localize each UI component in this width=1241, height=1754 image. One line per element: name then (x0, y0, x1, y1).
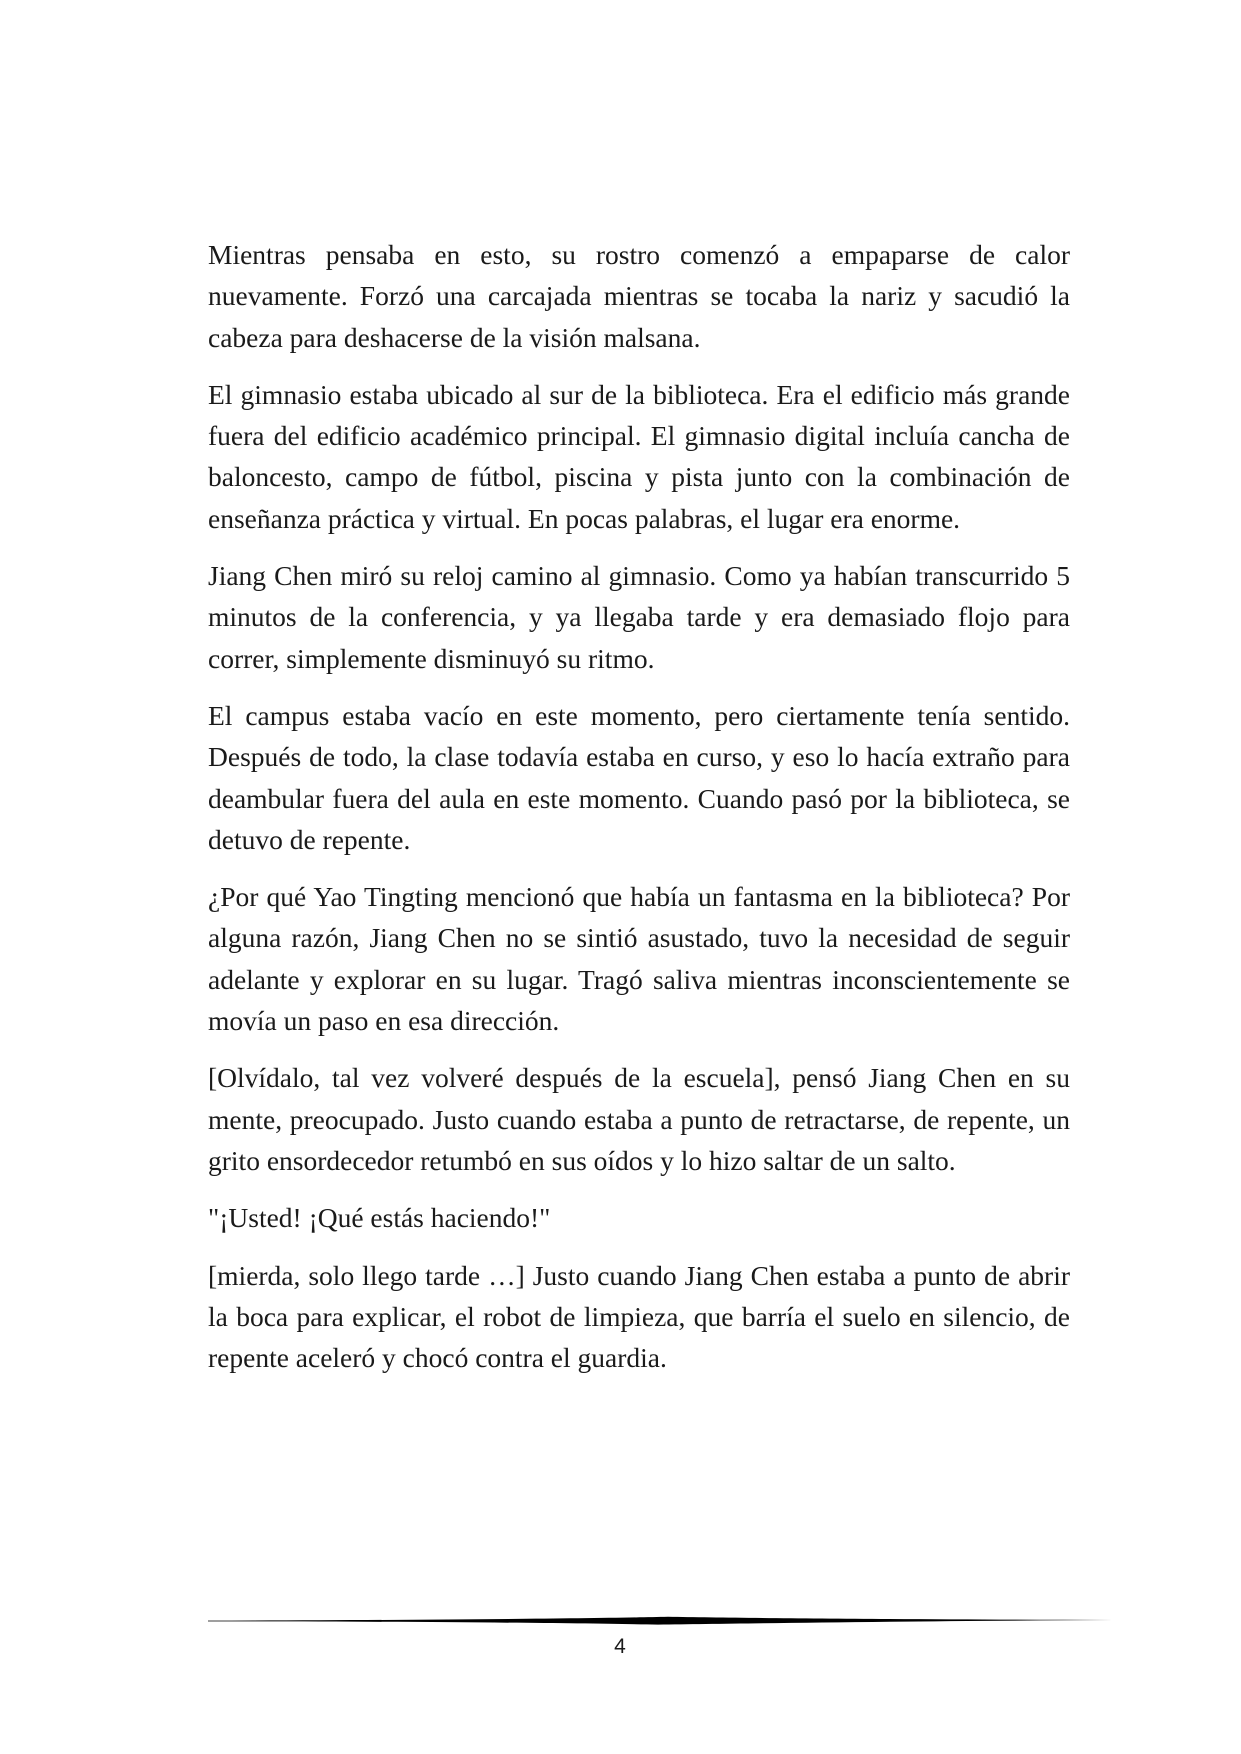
page-number: 4 (614, 1635, 626, 1658)
paragraph-8: [mierda, solo llego tarde …] Justo cuando Jiang Chen estaba a punto de abrir la boca para explicar, el robot de limpieza, que barría el suelo en silencio, de repente aceleró y chocó contra el guardia. (208, 1259, 1070, 1374)
paragraph-1: Mientras pensaba en esto, su rostro comenzó a empaparse de calor nuevamente. Forzó una carcajada mientras se tocaba la nariz y sacudió la cabeza para deshacerse de la visión malsana. (208, 239, 1070, 353)
body-text (208, 234, 1070, 1394)
footer-divider (208, 1614, 1113, 1628)
paragraph-5: ¿Por qué Yao Tingting mencionó que había un fantasma en la biblioteca? Por alguna razón, Jiang Chen no se sintió asustado, tuvo la necesidad de seguir adelante y explorar en su lugar. Tragó saliva mientras inconscientemente se movía un paso en esa dirección. (208, 881, 1070, 1037)
paragraph-2: El gimnasio estaba ubicado al sur de la biblioteca. Era el edificio más grande fuera del edificio académico principal. El gimnasio digital incluía cancha de baloncesto, campo de fútbol, piscina y pista junto con la combinación de enseñanza práctica y virtual. En pocas palabras, el lugar era enorme. (208, 378, 1070, 534)
paragraph-6: [Olvídalo, tal vez volveré después de la escuela], pensó Jiang Chen en su mente, preocupado. Justo cuando estaba a punto de retractarse, de repente, un grito ensordecedor retumbó en sus oídos y lo hizo saltar de un salto. (208, 1062, 1070, 1176)
footer-divider-swash (208, 1617, 1113, 1625)
paragraph-3: Jiang Chen miró su reloj camino al gimnasio. Como ya habían transcurrido 5 minutos de la conferencia, y ya llegaba tarde y era demasiado flojo para correr, simplemente disminuyó su ritmo. (208, 560, 1070, 674)
paragraph-4: El campus estaba vacío en este momento, pero ciertamente tenía sentido. Después de todo, la clase todavía estaba en curso, y eso lo hacía extraño para deambular fuera del aula en este momento. Cuando pasó por la biblioteca, se detuvo de repente. (208, 699, 1070, 855)
paragraph-7: "¡Usted! ¡Qué estás haciendo!" (208, 1202, 551, 1234)
